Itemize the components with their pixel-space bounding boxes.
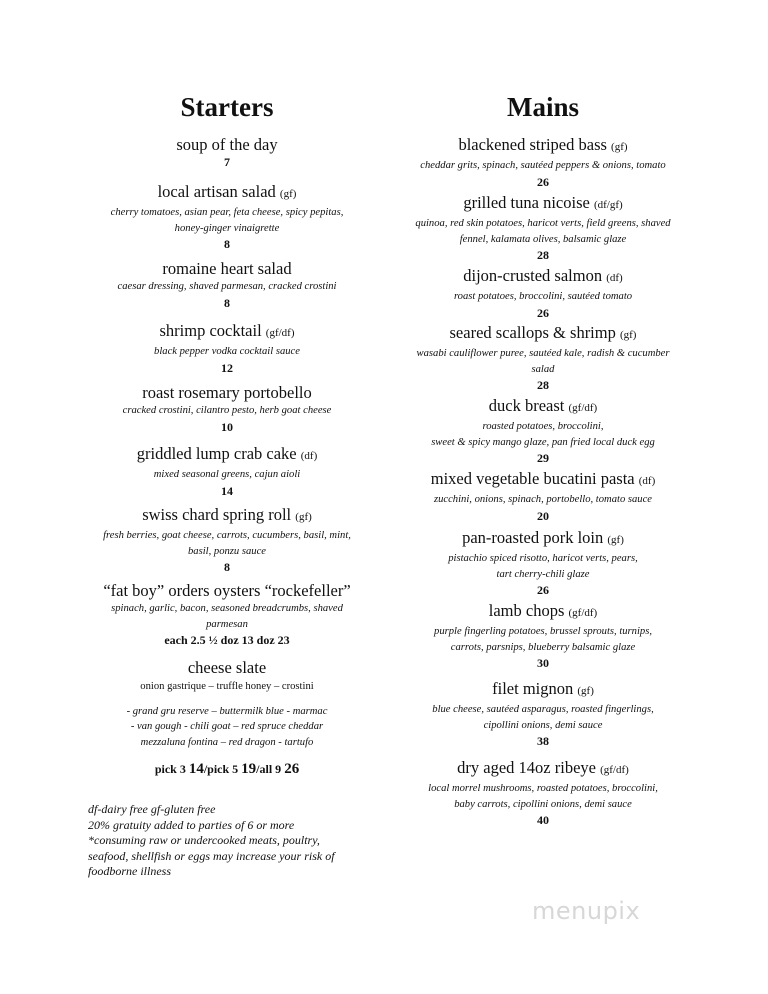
item-price: 12 — [221, 360, 233, 375]
cheese-slate-price: pick 3 14/pick 5 19/all 9 26 — [154, 761, 300, 777]
main-item — [388, 396, 698, 466]
item-description: roast potatoes, broccolini, sautéed tomato — [453, 291, 633, 302]
main-item — [388, 323, 698, 393]
item-description: mixed seasonal greens, cajun aioli — [153, 469, 301, 480]
item-price: 26 — [537, 174, 549, 189]
footnote-line: df-dairy free gf-gluten free — [88, 802, 216, 816]
item-name: swiss chard spring roll (gf) — [142, 505, 312, 524]
item-price: 40 — [537, 813, 549, 827]
item-name: romaine heart salad — [162, 259, 292, 278]
item-name: dry aged 14oz ribeye (gf/df) — [457, 758, 629, 777]
footnote-line: 20% gratuity added to parties of 6 or more — [88, 817, 295, 832]
mains-heading: Mains — [506, 92, 579, 122]
item-description: caesar dressing, shaved parmesan, cracked crostini — [117, 281, 337, 292]
starter-item — [72, 444, 382, 499]
item-name: local artisan salad (gf) — [157, 182, 297, 201]
footnotes — [88, 802, 408, 880]
item-name: grilled tuna nicoise (df/gf) — [463, 193, 623, 212]
diet-tag: (gf) — [279, 188, 297, 200]
item-description: roasted potatoes, broccolini, sweet & spicy mango glaze, pan fried local duck egg — [431, 421, 655, 448]
item-price: each 2.5 ½ doz 13 doz 23 — [164, 633, 290, 647]
item-price: 26 — [537, 305, 549, 320]
menupix-watermark: menupix — [532, 897, 641, 925]
item-description: zucchini, onions, spinach, portobello, tomato sauce — [433, 494, 653, 505]
item-name: cheese slate — [187, 658, 267, 677]
item-price: 8 — [224, 237, 230, 251]
diet-tag: (gf) — [619, 329, 637, 341]
item-name: griddled lump crab cake (df) — [136, 444, 318, 463]
main-item — [388, 601, 698, 671]
starter-item — [72, 259, 382, 311]
diet-tag: (gf/df) — [265, 327, 295, 339]
main-item — [388, 469, 698, 524]
diet-tag: (df) — [606, 272, 623, 284]
item-name: mixed vegetable bucatini pasta (df) — [430, 469, 656, 488]
item-name: pan-roasted pork loin (gf) — [462, 528, 624, 547]
item-name: soup of the day — [176, 135, 278, 154]
item-name: seared scallops & shrimp (gf) — [449, 323, 637, 342]
diet-tag: (df) — [300, 450, 318, 462]
diet-tag: (gf/df) — [568, 402, 598, 414]
item-description: spinach, garlic, bacon, seasoned breadcrumbs, shaved parmesan — [111, 603, 343, 630]
diet-tag: (df/gf) — [593, 199, 623, 211]
main-item — [388, 193, 698, 263]
item-name: dijon-crusted salmon (df) — [463, 266, 623, 285]
item-price: 8 — [224, 295, 230, 310]
starter-item — [72, 505, 382, 575]
main-item — [388, 758, 698, 828]
item-name: roast rosemary portobello — [142, 383, 312, 402]
diet-tag: (df) — [638, 475, 656, 487]
cheese-slate — [72, 658, 382, 778]
main-item — [388, 266, 698, 321]
footnote-line: *consuming raw or undercooked meats, poultry, — [88, 833, 320, 847]
item-name: blackened striped bass (gf) — [458, 135, 628, 154]
item-description: fresh berries, goat cheese, carrots, cucumbers, basil, mint, basil, ponzu sauce — [103, 530, 351, 557]
item-description: cracked crostini, cilantro pesto, herb goat cheese — [122, 405, 332, 416]
item-name: filet mignon (gf) — [492, 679, 594, 698]
footnote-line: seafood, shellfish or eggs may increase your risk of — [88, 848, 335, 863]
diet-tag: (gf) — [577, 685, 594, 697]
starter-item — [72, 581, 382, 648]
diet-tag: (gf) — [611, 141, 628, 153]
item-description: black pepper vodka cocktail sauce — [154, 346, 300, 357]
cheese-list: - grand gru reserve – buttermilk blue - marmac - van gough - chili goat – red spruce cheddar mezzaluna fontina – red dragon - tartufo — [126, 705, 328, 748]
item-price: 30 — [537, 656, 549, 670]
diet-tag: (gf) — [607, 534, 624, 546]
item-description: cheddar grits, spinach, sautéed peppers & onions, tomato — [420, 160, 666, 171]
item-price: 20 — [537, 508, 549, 523]
item-name: duck breast (gf/df) — [488, 396, 598, 415]
item-price: 10 — [221, 419, 233, 434]
item-description: quinoa, red skin potatoes, haricot verts, field greens, shaved fennel, kalamata olives, balsamic glaze — [415, 218, 671, 245]
item-price: 28 — [537, 248, 549, 262]
starter-item — [72, 383, 382, 435]
item-price: 8 — [224, 560, 230, 574]
item-price: 7 — [224, 155, 230, 169]
item-name: shrimp cocktail (gf/df) — [159, 321, 295, 340]
footnote-line: foodborne illness — [88, 864, 171, 878]
item-name: lamb chops (gf/df) — [488, 601, 598, 620]
item-price: 29 — [537, 451, 549, 465]
item-price: 14 — [221, 483, 233, 498]
item-description: pistachio spiced risotto, haricot verts, pears, tart cherry-chili glaze — [448, 553, 638, 580]
diet-tag: (gf) — [295, 511, 312, 523]
item-description: wasabi cauliflower puree, sautéed kale, radish & cucumber salad — [416, 348, 670, 375]
main-item — [388, 135, 698, 190]
main-item — [388, 679, 698, 749]
starter-item — [72, 182, 382, 252]
item-name: “fat boy” orders oysters “rockefeller” — [103, 581, 351, 600]
item-price: 26 — [537, 583, 549, 597]
item-price: 38 — [537, 734, 549, 748]
diet-tag: (gf/df) — [568, 607, 598, 619]
item-description: cherry tomatoes, asian pear, feta cheese, spicy pepitas, honey-ginger vinaigrette — [110, 207, 344, 234]
cheese-slate-subtitle: onion gastrique – truffle honey – crostini — [140, 681, 314, 692]
item-price: 28 — [537, 378, 549, 392]
diet-tag: (gf/df) — [600, 764, 629, 776]
item-description: local morrel mushrooms, roasted potatoes, broccolini, baby carrots, cipollini onions, demi sauce — [428, 783, 658, 810]
item-description: blue cheese, sautéed asparagus, roasted fingerlings, cipollini onions, demi sauce — [432, 704, 654, 731]
main-item — [388, 528, 698, 598]
starters-heading: Starters — [180, 92, 274, 122]
item-description: purple fingerling potatoes, brussel sprouts, turnips, carrots, parsnips, blueberry balsamic glaze — [434, 626, 652, 653]
starter-item — [72, 135, 382, 170]
starter-item — [72, 321, 382, 376]
